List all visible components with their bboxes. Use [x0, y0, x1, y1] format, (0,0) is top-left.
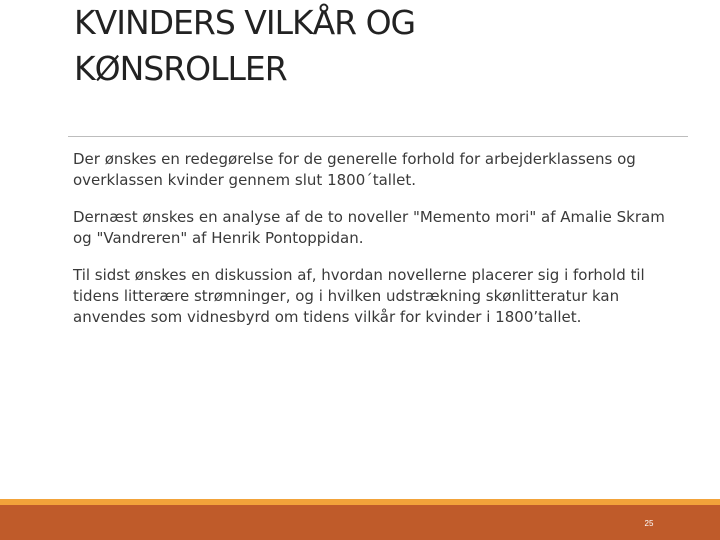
slide-title-line-1: KVINDERS VILKÅR OG	[74, 3, 416, 42]
slide-body	[73, 149, 673, 344]
title-divider	[68, 136, 688, 137]
slide-title-line-2: KØNSROLLER	[74, 49, 287, 88]
page-number: 25	[644, 519, 654, 528]
slide-title	[74, 0, 634, 92]
body-paragraph-3: Til sidst ønskes en diskussion af, hvordan novellerne placerer sig i forhold til tidens litterære strømninger, og i hvilken udstrækning skønlitteratur kan anvendes som vidnesbyrd om tidens vilkår for kvinder i 1800’tallet.	[73, 266, 645, 326]
footer-bar	[0, 505, 720, 540]
body-paragraph-1: Der ønskes en redegørelse for de generelle forhold for arbejderklassens og overklassen kvinder gennem slut 1800´tallet.	[73, 150, 636, 189]
body-paragraph-2: Dernæst ønskes en analyse af de to noveller "Memento mori" af Amalie Skram og "Vandreren" af Henrik Pontoppidan.	[73, 208, 665, 247]
